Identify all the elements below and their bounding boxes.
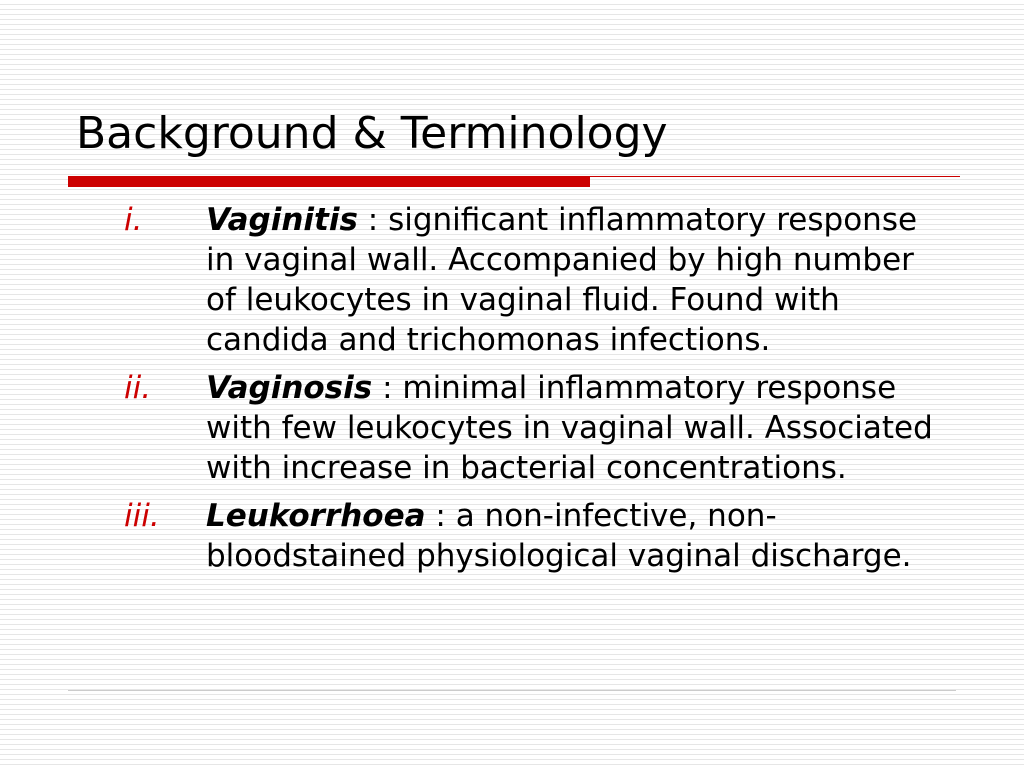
definition-list (120, 200, 950, 584)
definition-term: Leukorrhoea (206, 498, 426, 534)
list-marker: ii. (124, 370, 152, 406)
definition-text: : a non-infective, non-bloodstained physiological vaginal discharge. (206, 498, 912, 574)
definition-item-leukorrhoea (120, 496, 950, 576)
footer-divider (68, 690, 956, 691)
definition-item-vaginitis (120, 200, 950, 360)
slide-title: Background & Terminology (76, 108, 668, 159)
list-marker: i. (124, 202, 143, 238)
definition-term: Vaginosis (206, 370, 373, 406)
title-underline-thin (590, 176, 960, 177)
title-underline-accent (68, 176, 590, 187)
definition-item-vaginosis (120, 368, 950, 488)
definition-text: : significant inflammatory response in vaginal wall. Accompanied by high number of leukocytes in vaginal fluid. Found with candida and trichomonas infections. (206, 202, 918, 358)
definition-text: : minimal inflammatory response with few leukocytes in vaginal wall. Associated with increase in bacterial concentrations. (206, 370, 933, 486)
list-marker: iii. (124, 498, 160, 534)
definition-term: Vaginitis (206, 202, 358, 238)
